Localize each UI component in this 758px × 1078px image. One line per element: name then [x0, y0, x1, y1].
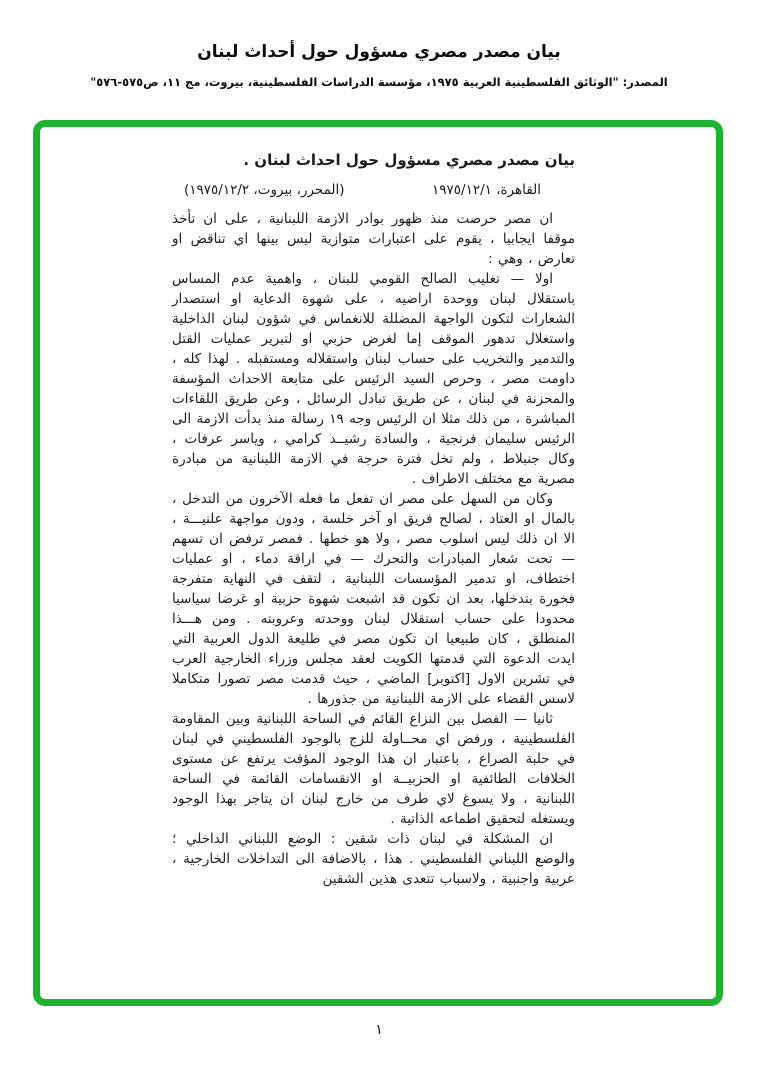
dateline	[172, 182, 575, 198]
document-frame	[33, 120, 723, 1006]
page-title: بيان مصدر مصري مسؤول حول أحداث لبنان	[197, 42, 561, 62]
paragraph-first-point: اولا — تغليب الصالح القومي للبنان ، واهمية عدم المساس باستقلال لبنان ووحدة اراضيه ، على شهوة الدعاية او استصدار الشعارات لتكون الواجهة المضللة للانغماس في شؤون لبنان الداخلية واستغلال تدهور الموقف إما لغرض حزبي او لتبرير عمليات القتل والتدمير والتخريب على حساب لبنان واستقلاله ومستقبله . لهذا كله ، داومت مصر ، وحرص السيد الرئيس على متابعة الاحداث المؤسفة والمحزنة في لبنان ، عن طريق تبادل الرسائل ، وعن طريق اللقاءات المباشرة ، من ذلك مثلا ان الرئيس وجه ١٩ رسالة منذ بدأت الازمة الى الرئيس سليمان فرنجية ، والسادة رشيــد كرامي ، وياسر عرفات ، وكال جنبلاط ، ولم تخل فترة حرجة في الازمة اللبنانية من مبادرة مصرية مع مختلف الاطراف .	[172, 271, 575, 487]
document-title: بيان مصدر مصري مسؤول حول احداث لبنان .	[243, 151, 575, 169]
paragraph-problem-two-parts: ان المشكلة في لبنان ذات شقين : الوضع اللبناني الداخلي ؛ والوضع اللبناني الفلسطيني . هذا ، بالاضافة الى التداخلات الخارجية ، عربية واجنبية ، ولاسباب تتعدى هذين الشقين	[172, 831, 575, 887]
page-number: ١	[375, 1022, 383, 1038]
document-body	[172, 151, 575, 889]
paragraph-egypt-position: وكان من السهل على مصر ان تفعل ما فعله الآخرون من التدخل ، بالمال او العتاد ، لصالح فريق او آخر خلسة ، ودون مواجهة علنيـــة ، الا ان ذلك ليس اسلوب مصر ، ولا هو خطها . فمصر ترفض ان تسهم — تحت شعار المبادرات والتحرك — في اراقة دماء ، او عمليات اختطاف، او تدمير المؤسسات اللبنانية ، لتقف في النهاية متفرجة فخورة بتدخلها، بعد ان تكون قد اشبعت شهوة حزبية او غرضا سياسيا محدودا على حساب استقلال لبنان ووحدته وعروبته . ومن هـــذا المنطلق ، كان طبيعيا ان تكون مصر في طليعة الدول العربية التي ايدت الدعوة التي قدمتها الكويت لعقد مجلس وزراء الخارجية العرب في تشرين الاول [اكتوبر] الماضي ، حيث قدمت مصر تصورا متكاملا لاسس القضاء على الازمة اللبنانية من جذورها .	[172, 491, 575, 707]
dateline-place-date: القاهرة، ١٩٧٥/١٢/١	[432, 182, 541, 198]
dateline-editor-note: (المحرر، بيروت، ١٩٧٥/١٢/٢)	[184, 182, 345, 198]
source-citation: المصدر: "الوثائق الفلسطينية العربية ١٩٧٥، مؤسسة الدراسات الفلسطينية، بيروت، مج ١١، ص٥٧٥-٥٧٦"	[90, 75, 668, 89]
paragraph-second-point: ثانيا — الفصل بين النزاع القائم في الساحة اللبنانية وبين المقاومة الفلسطينية ، ورفض اي محــاولة للزج بالوجود الفلسطيني في لبنان في حلبة الصراع ، باعتبار ان هذا الوجود المؤقت يرتفع عن مستوى الخلافات الطائفية او الحزبيــة او الانقسامات القائمة في الساحة اللبنانية ، ولا يسوغ لاي طرف من خارج لبنان ان يتاجر بهذا الوجود ويستغله لتحقيق اطماعه الذاتية .	[172, 711, 575, 827]
paragraph-intro: ان مصر حرصت منذ ظهور بوادر الازمة اللبنانية ، على ان تأخذ موقفا ايجابيا ، يقوم على اعتبارات متوازية ليس بينها اي تناقض او تعارض ، وهي :	[172, 211, 575, 267]
